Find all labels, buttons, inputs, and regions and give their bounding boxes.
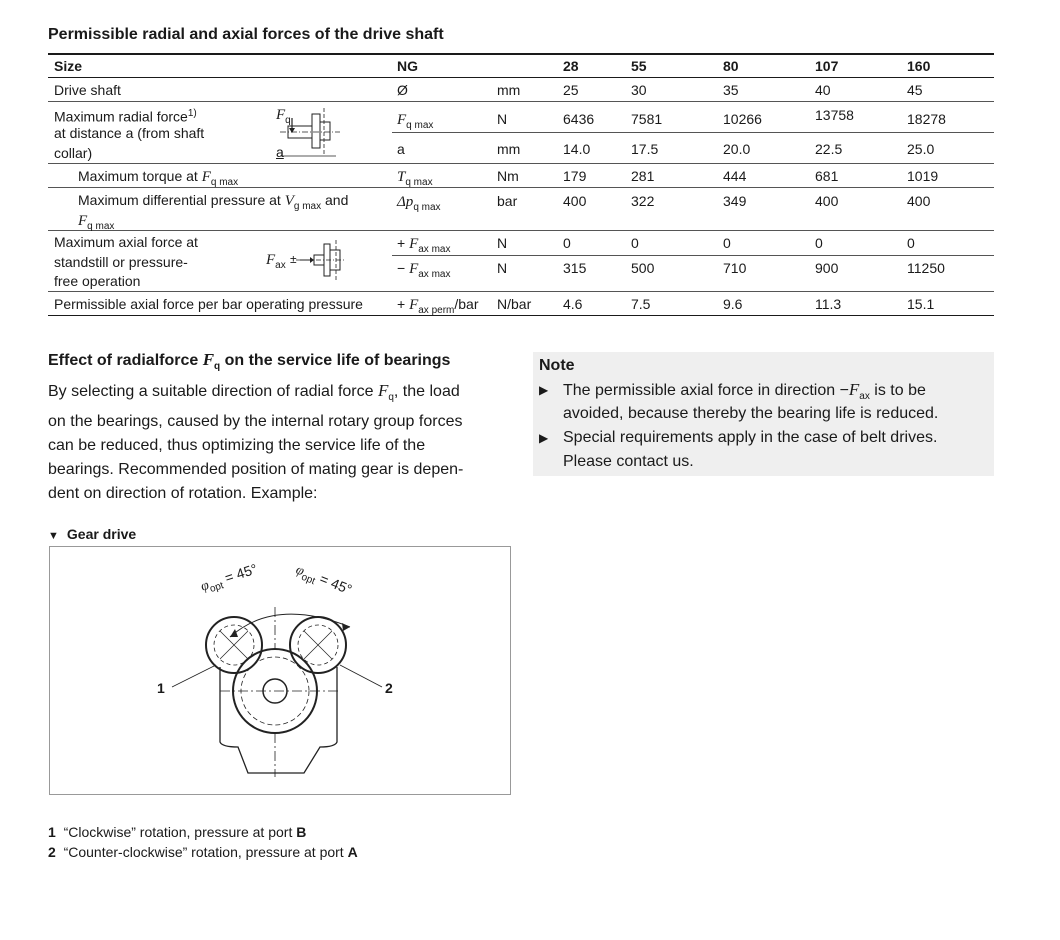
cell-value: 6436 bbox=[563, 111, 595, 127]
row-symbol: $T_{q max}$ bbox=[397, 169, 433, 188]
row-symbol: a bbox=[397, 141, 405, 157]
gear-drive-heading: Gear drive bbox=[66, 526, 137, 542]
cell-value: 315 bbox=[563, 260, 587, 276]
subrow-rule bbox=[392, 255, 994, 256]
cell-value: 0 bbox=[563, 235, 571, 251]
gear-drive-diagram bbox=[50, 547, 510, 794]
cell-value: 349 bbox=[723, 193, 747, 209]
cell-value: 4.6 bbox=[563, 296, 583, 312]
note-item-2: Special requirements apply in the case of belt drives. bbox=[563, 429, 938, 446]
row-rule bbox=[48, 163, 994, 164]
row-symbol: Ø bbox=[397, 82, 408, 98]
cell-value: 11.3 bbox=[815, 296, 842, 312]
shaft-axial-diagram bbox=[296, 240, 348, 280]
col-header-size: Size bbox=[54, 58, 83, 74]
row-rule bbox=[48, 291, 994, 292]
row-label: Maximum differential pressure at $V_{g max}$ and bbox=[78, 192, 349, 212]
cell-value: 900 bbox=[815, 260, 839, 276]
row-rule bbox=[48, 101, 994, 102]
effect-line: By selecting a suitable direction of radial force $F_q$, the load bbox=[48, 381, 460, 404]
shaft-radial-diagram bbox=[280, 106, 350, 158]
cell-value: 10266 bbox=[723, 111, 762, 127]
cell-value: 35 bbox=[723, 82, 739, 98]
row-label: Drive shaft bbox=[54, 82, 121, 98]
col-header-107: 107 bbox=[815, 58, 839, 74]
note-item-1: The permissible axial force in direction $-F_{ax}$ is to be bbox=[563, 380, 926, 403]
cell-value: 710 bbox=[723, 260, 747, 276]
cell-value: 45 bbox=[907, 82, 923, 98]
cell-value: 30 bbox=[631, 82, 647, 98]
row-unit: N/bar bbox=[497, 296, 532, 312]
row-symbol: − $F_{ax max}$ bbox=[397, 260, 451, 280]
subrow-rule bbox=[392, 132, 994, 133]
table-top-rule bbox=[48, 53, 994, 55]
row-label-line2: standstill or pressure- bbox=[54, 254, 188, 270]
row-unit: N bbox=[497, 111, 508, 127]
cell-value: 0 bbox=[723, 235, 731, 251]
section-title: Permissible radial and axial forces of the drive shaft bbox=[48, 26, 444, 43]
cell-value: 40 bbox=[815, 82, 831, 98]
angle-label-left: $\varphi_{opt} = 45^\circ$ bbox=[198, 560, 260, 596]
bullet-icon: ▶ bbox=[539, 383, 549, 397]
cell-value: 7.5 bbox=[631, 296, 651, 312]
row-symbol: + $F_{ax perm}$/bar bbox=[397, 296, 479, 316]
effect-line: can be reduced, thus optimizing the service life of the bbox=[48, 437, 426, 455]
note-item-1-line2: avoided, because thereby the bearing life is reduced. bbox=[563, 405, 939, 422]
cell-value: 25.0 bbox=[907, 141, 935, 157]
cell-value: 14.0 bbox=[563, 141, 591, 157]
row-unit: N bbox=[497, 235, 508, 251]
row-label: Permissible axial force per bar operating pressure bbox=[54, 296, 363, 312]
cell-value: 0 bbox=[907, 235, 915, 251]
col-header-160: 160 bbox=[907, 58, 931, 74]
table-bottom-rule bbox=[48, 315, 994, 316]
row-rule bbox=[48, 230, 994, 231]
cell-value: 444 bbox=[723, 168, 747, 184]
note-item-2-line2: Please contact us. bbox=[563, 453, 694, 470]
col-header-ng: NG bbox=[397, 58, 418, 74]
col-header-28: 28 bbox=[563, 58, 579, 74]
row-symbol: $\Delta p_{q max}$ bbox=[397, 194, 441, 213]
row-label: Maximum radial force$^{1)}$ bbox=[54, 108, 197, 125]
cell-value: 22.5 bbox=[815, 141, 843, 157]
row-label: Maximum torque at $F_{q max}$ bbox=[78, 168, 239, 188]
cell-value: 400 bbox=[815, 193, 839, 209]
effect-line: on the bearings, caused by the internal rotary group forces bbox=[48, 413, 463, 431]
row-symbol: $F_{q max}$ bbox=[397, 112, 434, 131]
legend-item-1: 1 “Clockwise” rotation, pressure at port B bbox=[48, 824, 307, 840]
effect-heading: Effect of radialforce $F_q$ on the service life of bearings bbox=[48, 350, 451, 373]
row-label-line2: $F_{q max}$ bbox=[78, 213, 115, 232]
row-unit: bar bbox=[497, 193, 518, 209]
effect-section bbox=[48, 348, 508, 506]
row-label-line2: at distance a (from shaft bbox=[54, 125, 205, 141]
angle-label-right: $\varphi_{opt} = 45^\circ$ bbox=[293, 562, 355, 598]
cell-value: 179 bbox=[563, 168, 587, 184]
cell-value: 11250 bbox=[907, 260, 945, 276]
triangle-down-icon: ▼ bbox=[48, 530, 59, 542]
cell-value: 7581 bbox=[631, 111, 663, 127]
cell-value: 9.6 bbox=[723, 296, 743, 312]
cell-value: 0 bbox=[631, 235, 639, 251]
effect-line: bearings. Recommended position of mating gear is depen- bbox=[48, 461, 464, 479]
legend-item-2: 2 “Counter-clockwise” rotation, pressure at port A bbox=[48, 844, 358, 860]
fig-label-pm: ± bbox=[290, 252, 297, 266]
gear-drive-figure bbox=[49, 546, 511, 795]
gear-drive-toggle[interactable] bbox=[48, 526, 136, 542]
col-header-80: 80 bbox=[723, 58, 739, 74]
header-rule bbox=[48, 77, 994, 78]
note-box bbox=[533, 352, 994, 476]
cell-value: 0 bbox=[815, 235, 823, 251]
cell-value: 281 bbox=[631, 168, 655, 184]
cell-value: 1019 bbox=[907, 168, 939, 184]
cell-value: 322 bbox=[631, 193, 655, 209]
cell-value: 15.1 bbox=[907, 296, 935, 312]
note-title: Note bbox=[539, 357, 575, 374]
fig-label-fax: $F_{ax}$ bbox=[266, 252, 286, 271]
row-unit: Nm bbox=[497, 168, 519, 184]
cell-value: 25 bbox=[563, 82, 579, 98]
cell-value: 20.0 bbox=[723, 141, 751, 157]
col-header-55: 55 bbox=[631, 58, 647, 74]
cell-value: 500 bbox=[631, 260, 655, 276]
fig-label-a: a bbox=[276, 144, 284, 160]
row-label-line3: free operation bbox=[54, 273, 141, 289]
figure-label-2: 2 bbox=[385, 680, 393, 696]
row-unit: mm bbox=[497, 141, 521, 157]
bullet-icon: ▶ bbox=[539, 431, 549, 445]
row-unit: N bbox=[497, 260, 508, 276]
cell-value: 400 bbox=[563, 193, 587, 209]
cell-value: 17.5 bbox=[631, 141, 659, 157]
cell-value: 13758 bbox=[815, 107, 854, 123]
row-symbol: + $F_{ax max}$ bbox=[397, 235, 451, 255]
row-label: Maximum axial force at bbox=[54, 234, 198, 250]
cell-value: 18278 bbox=[907, 111, 946, 127]
cell-value: 400 bbox=[907, 193, 931, 209]
row-label-line3: collar) bbox=[54, 145, 93, 161]
figure-label-1: 1 bbox=[157, 680, 165, 696]
effect-line: dent on direction of rotation. Example: bbox=[48, 485, 318, 503]
cell-value: 681 bbox=[815, 168, 839, 184]
fig-label-fq: $F_q$ bbox=[276, 107, 291, 126]
row-unit: mm bbox=[497, 82, 521, 98]
